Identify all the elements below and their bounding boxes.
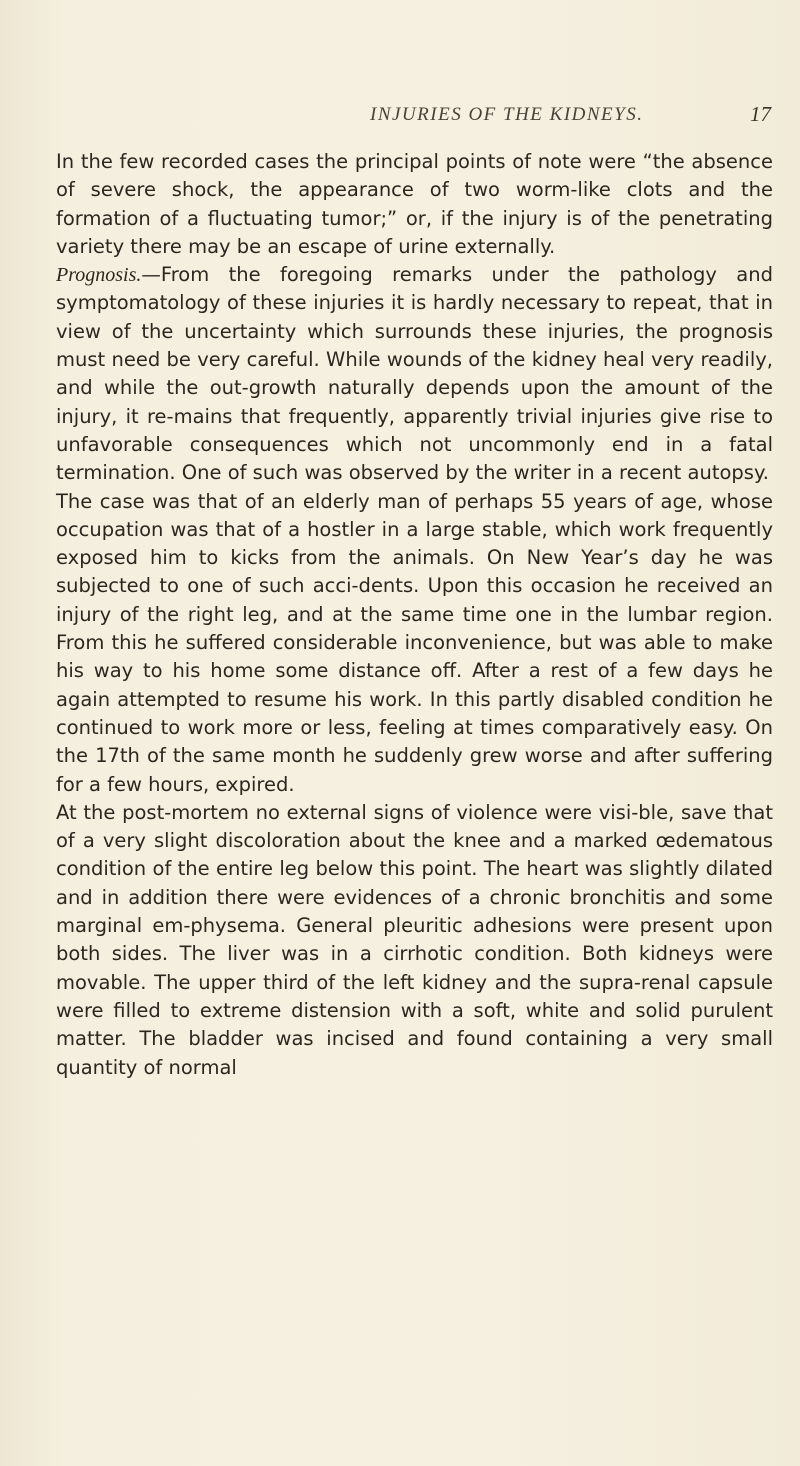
prognosis-heading: Prognosis. xyxy=(56,264,142,287)
page-header xyxy=(0,100,800,140)
paragraph-1: In the few recorded cases the principal points of note were “the absence of severe shock, the appearance of two worm-like clots and the formation of a fluctuating tumor;” or, if the injury is of the penetrating variety there may be an escape of urine externally. xyxy=(56,150,773,258)
paragraph-3: The case was that of an elderly man of perhaps 55 years of age, whose occupation was that of a hostler in a large stable, which work frequently exposed him to kicks from the animals. On New Year’s day he was subjected to one of such acci-dents. Upon this occasion he received an injury of the right leg, and at the same time one in the lumbar region. From this he suffered considerable inconvenience, but was able to make his way to his home some distance off. After a rest of a few days he again attempted to resume his work. In this partly disabled condition he continued to work more or less, feeling at times comparatively easy. On the 17th of the same month he suddenly grew worse and after suffering for a few hours, expired. xyxy=(56,489,773,796)
paragraph-4: At the post-mortem no external signs of violence were visi-ble, save that of a very slight discoloration about the knee and a marked œdematous condition of the entire leg below this point. The heart was slightly dilated and in addition there were evidences of a chronic bronchitis and some marginal em-physema. General pleuritic adhesions were present upon both sides. The liver was in a cirrhotic condition. Both kidneys were movable. The upper third of the left kidney and the supra-renal capsule were filled to extreme distension with a soft, white and solid purulent matter. The bladder was incised and found containing a very small quantity of normal xyxy=(56,800,773,1079)
body-text xyxy=(56,148,773,1082)
paragraph-2 xyxy=(56,261,773,487)
paragraph-2-text: —From the foregoing remarks under the pathology and symptomatology of these injuries it is hardly necessary to repeat, that in view of the uncertainty which surrounds these injuries, the prognosis must need be very careful. While wounds of the kidney heal very readily, and while the out-growth naturally depends upon the amount of the injury, it re-mains that frequently, apparently trivial injuries give rise to unfavorable consequences which not uncommonly end in a fatal termination. One of such was observed by the writer in a recent autopsy. xyxy=(56,263,773,485)
page-number: 17 xyxy=(750,102,771,126)
running-head: INJURIES OF THE KIDNEYS. xyxy=(370,104,644,125)
